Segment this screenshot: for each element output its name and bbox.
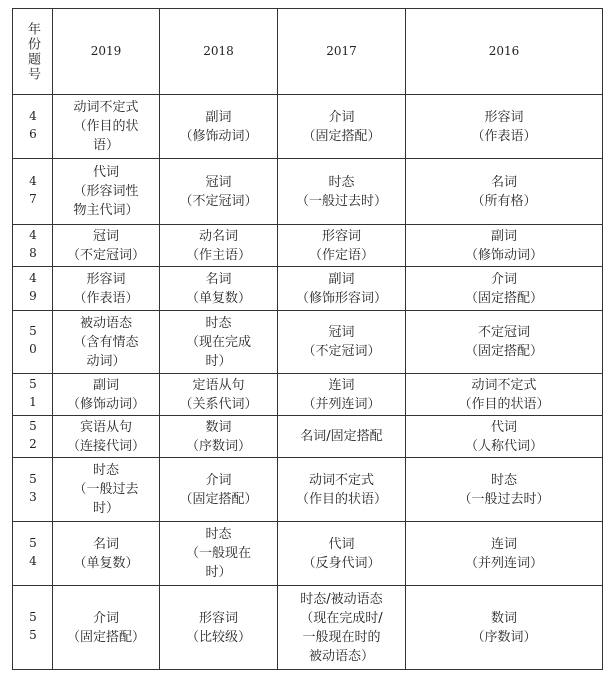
question-number: 53 xyxy=(13,458,53,522)
table-cell: 动词不定式 （作目的状语） xyxy=(278,458,406,522)
table-cell: 代词 （人称代词） xyxy=(406,416,603,458)
question-number: 51 xyxy=(13,374,53,416)
table-cell: 连词 （并列连词） xyxy=(278,374,406,416)
table-cell: 介词 （固定搭配） xyxy=(53,586,160,670)
table-cell: 动词不定式 （作目的状语） xyxy=(406,374,603,416)
table-cell: 形容词 （作定语） xyxy=(278,225,406,267)
table-cell: 数词 （序数词） xyxy=(406,586,603,670)
question-number: 54 xyxy=(13,522,53,586)
question-number: 55 xyxy=(13,586,53,670)
table-cell: 时态 （一般过去时） xyxy=(278,159,406,225)
table-cell: 动词不定式 （作目的状 语） xyxy=(53,95,160,159)
table-cell: 形容词 （比较级） xyxy=(160,586,278,670)
table-cell: 名词/固定搭配 xyxy=(278,416,406,458)
year-header: 2019 xyxy=(53,9,160,95)
table-cell: 介词 （固定搭配） xyxy=(278,95,406,159)
table-cell: 介词 （固定搭配） xyxy=(406,267,603,311)
table-row xyxy=(13,225,603,267)
table-cell: 副词 （修饰动词） xyxy=(160,95,278,159)
question-number: 50 xyxy=(13,311,53,374)
question-number: 49 xyxy=(13,267,53,311)
table-row xyxy=(13,159,603,225)
table-cell: 时态 （一般过去时） xyxy=(406,458,603,522)
table-row xyxy=(13,458,603,522)
table-row xyxy=(13,374,603,416)
table-cell: 形容词 （作表语） xyxy=(53,267,160,311)
table-row xyxy=(13,416,603,458)
table-cell: 时态 （一般过去 时） xyxy=(53,458,160,522)
table-row xyxy=(13,95,603,159)
question-number: 47 xyxy=(13,159,53,225)
table-cell: 介词 （固定搭配） xyxy=(160,458,278,522)
table-cell: 数词 （序数词） xyxy=(160,416,278,458)
year-header: 2018 xyxy=(160,9,278,95)
table-cell: 冠词 （不定冠词） xyxy=(278,311,406,374)
table-cell: 时态/被动语态 （现在完成时/ 一般现在时的 被动语态） xyxy=(278,586,406,670)
table-cell: 定语从句 （关系代词） xyxy=(160,374,278,416)
table-cell: 名词 （单复数） xyxy=(53,522,160,586)
table-cell: 形容词 （作表语） xyxy=(406,95,603,159)
table-cell: 宾语从句 （连接代词） xyxy=(53,416,160,458)
table-cell: 时态 （现在完成 时） xyxy=(160,311,278,374)
corner-label: 年份题号 xyxy=(13,9,53,95)
table-row xyxy=(13,522,603,586)
year-header: 2016 xyxy=(406,9,603,95)
table-cell: 时态 （一般现在 时） xyxy=(160,522,278,586)
table-cell: 连词 （并列连词） xyxy=(406,522,603,586)
grammar-table xyxy=(12,8,603,670)
header-row xyxy=(13,9,603,95)
table-cell: 副词 （修饰动词） xyxy=(406,225,603,267)
table-cell: 被动语态 （含有情态 动词） xyxy=(53,311,160,374)
table-cell: 冠词 （不定冠词） xyxy=(53,225,160,267)
table-cell: 副词 （修饰形容词） xyxy=(278,267,406,311)
table-cell: 名词 （所有格） xyxy=(406,159,603,225)
table-row xyxy=(13,586,603,670)
table-cell: 副词 （修饰动词） xyxy=(53,374,160,416)
table-cell: 代词 （形容词性 物主代词） xyxy=(53,159,160,225)
table-cell: 代词 （反身代词） xyxy=(278,522,406,586)
table-cell: 名词 （单复数） xyxy=(160,267,278,311)
question-number: 48 xyxy=(13,225,53,267)
table-row xyxy=(13,311,603,374)
question-number: 46 xyxy=(13,95,53,159)
table-cell: 不定冠词 （固定搭配） xyxy=(406,311,603,374)
table-cell: 动名词 （作主语） xyxy=(160,225,278,267)
table-row xyxy=(13,267,603,311)
table-cell: 冠词 （不定冠词） xyxy=(160,159,278,225)
year-header: 2017 xyxy=(278,9,406,95)
question-number: 52 xyxy=(13,416,53,458)
